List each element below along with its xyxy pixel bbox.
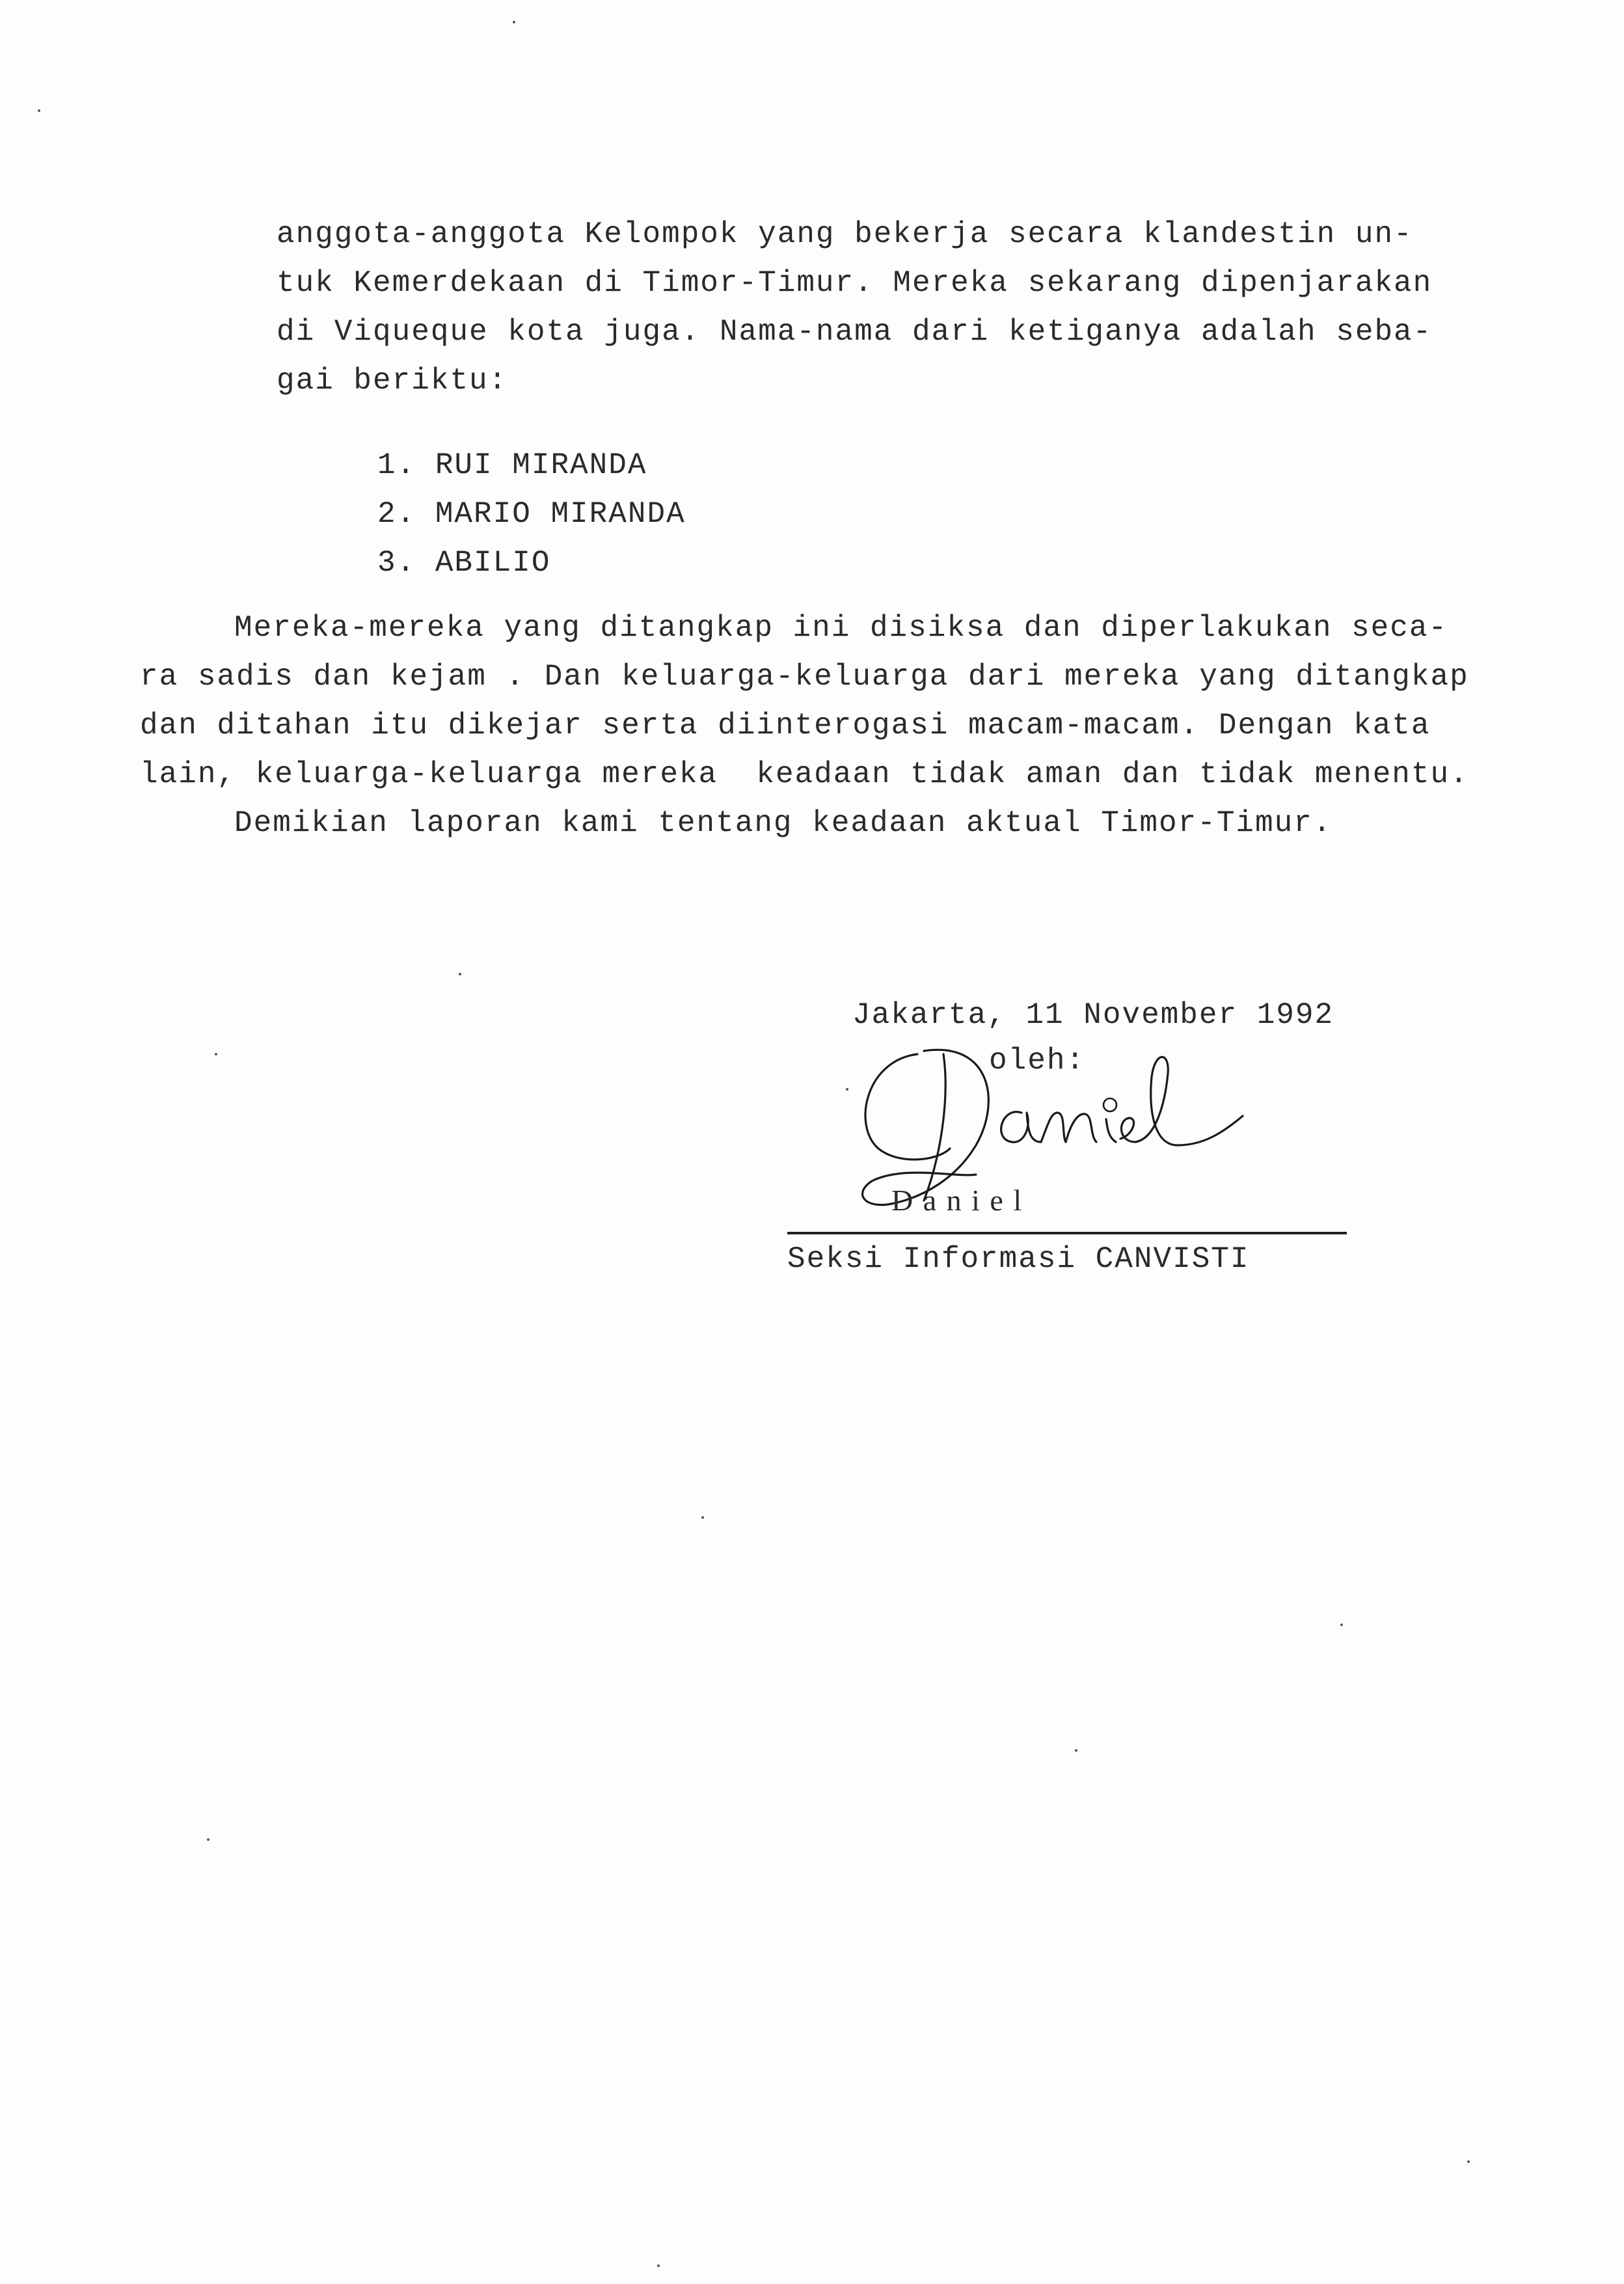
place-date: Jakarta, 11 November 1992 (852, 998, 1334, 1032)
paragraph2-line-1: Mereka-mereka yang ditangkap ini disiksa dan diperlakukan seca- (234, 611, 1448, 645)
list-item-2: 2. MARIO MIRANDA (377, 497, 686, 531)
paragraph1-line-1: anggota-anggota Kelompok yang bekerja secara klandestin un- (277, 217, 1413, 251)
scan-speck (38, 109, 40, 112)
scan-speck (1467, 2160, 1470, 2163)
signature-typed-name: D a n i e l (891, 1184, 1023, 1217)
paragraph1-line-3: di Viqueque kota juga. Nama-nama dari ketiganya adalah seba- (277, 315, 1433, 349)
section-name: Seksi Informasi CANVISTI (787, 1242, 1250, 1276)
paragraph2-line-2: ra sadis dan kejam . Dan keluarga-keluarga dari mereka yang ditangkap (140, 660, 1469, 694)
scan-speck (1075, 1749, 1077, 1752)
scan-speck (701, 1516, 704, 1519)
scan-speck (513, 21, 515, 23)
signature-line (787, 1232, 1347, 1234)
scan-speck (846, 1088, 848, 1091)
scan-speck (215, 1053, 217, 1055)
scan-speck (459, 973, 461, 975)
paragraph1-line-4: gai beriktu: (277, 364, 508, 398)
list-item-3: 3. ABILIO (377, 546, 551, 580)
paragraph2-line-3: dan ditahan itu dikejar serta diinterogasi macam-macam. Dengan kata (140, 709, 1431, 742)
scan-speck (207, 1838, 210, 1841)
scan-speck (1340, 1624, 1343, 1626)
list-item-1: 1. RUI MIRANDA (377, 448, 647, 482)
paragraph1-line-2: tuk Kemerdekaan di Timor-Timur. Mereka sekarang dipenjarakan (277, 266, 1433, 300)
paragraph2-line-5: Demikian laporan kami tentang keadaan aktual Timor-Timur. (234, 806, 1333, 840)
paragraph2-line-4: lain, keluarga-keluarga mereka keadaan tidak aman dan tidak menentu. (140, 757, 1469, 791)
scan-speck (657, 2264, 660, 2267)
by-label: oleh: (989, 1044, 1086, 1078)
